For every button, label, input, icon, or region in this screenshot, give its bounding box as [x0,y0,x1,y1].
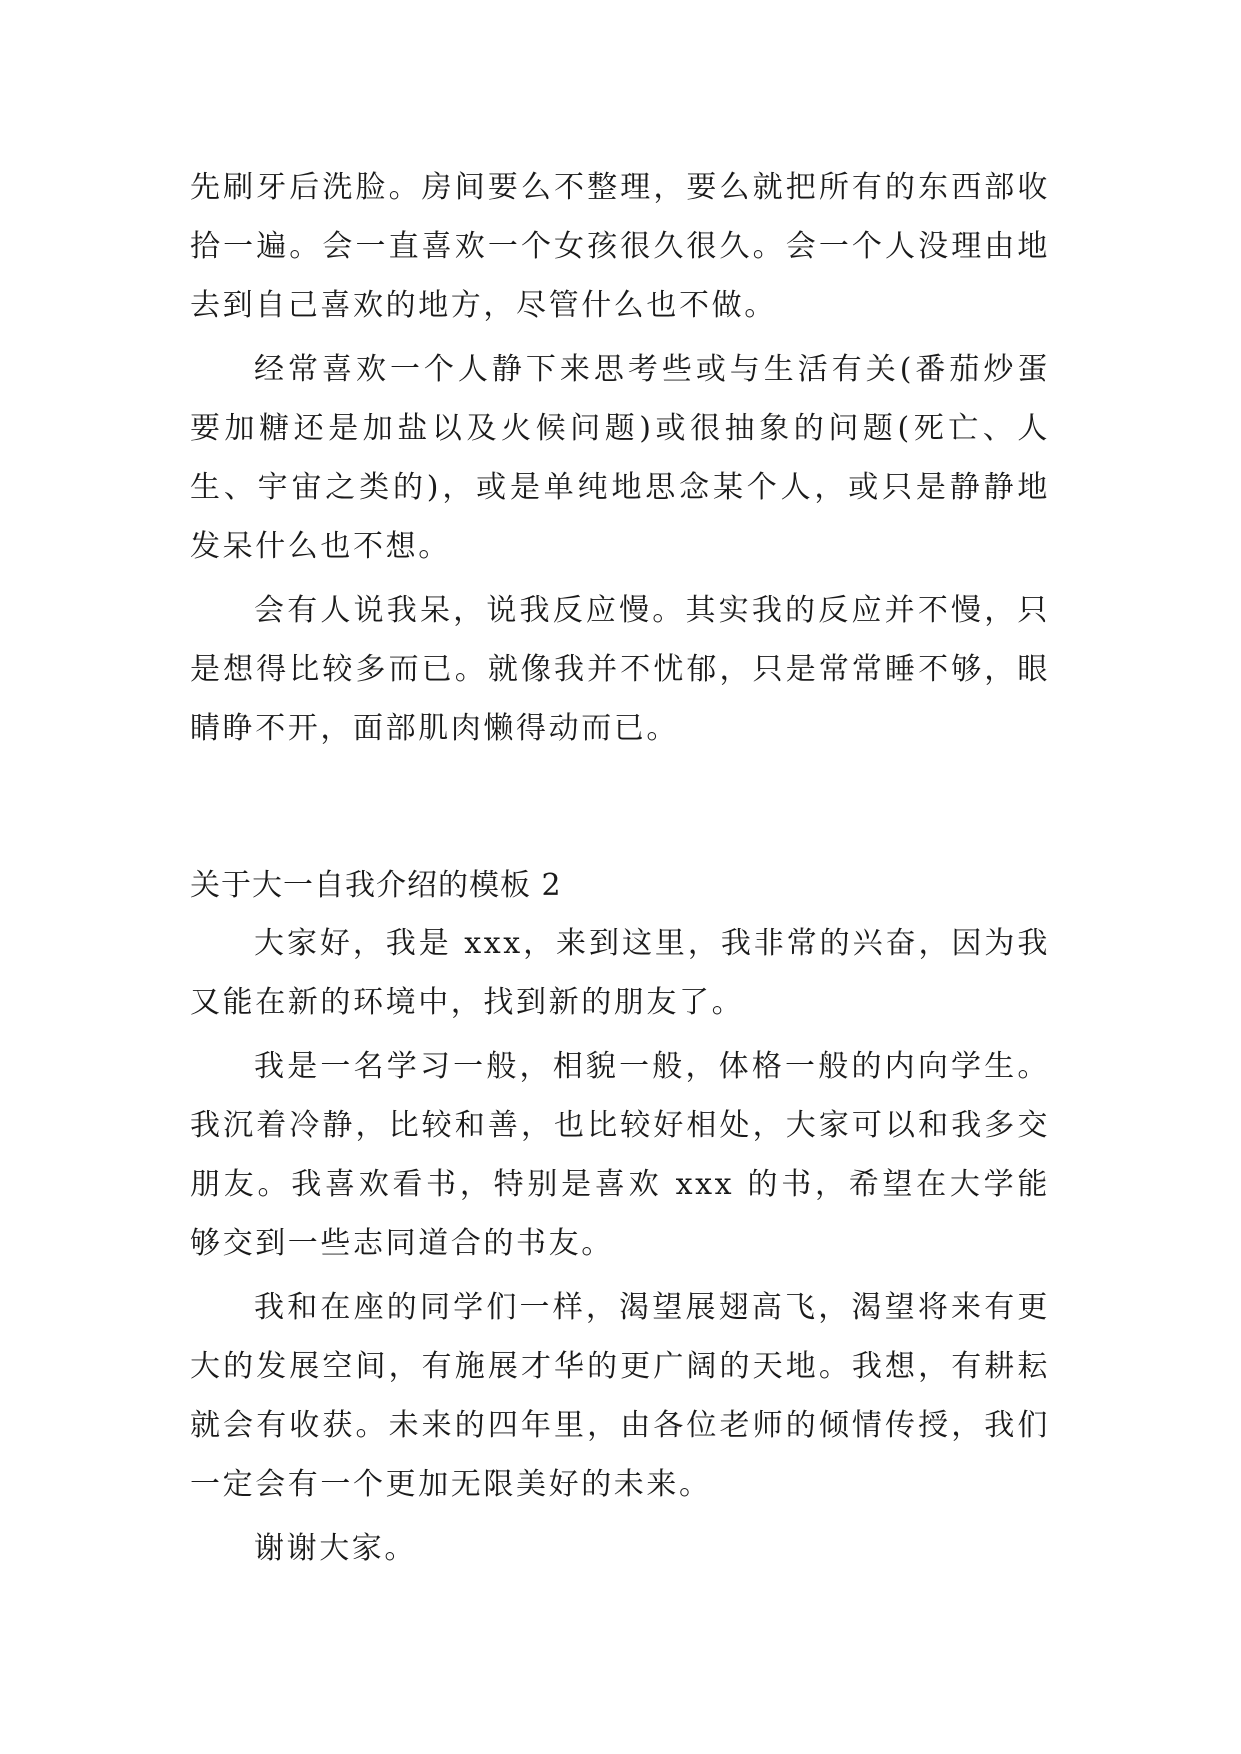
paragraph-self-description: 我是一名学习一般，相貌一般，体格一般的内向学生。我沉着冷静，比较和善，也比较好相处，大家可以和我多交朋友。我喜欢看书，特别是喜欢 xxx 的书，希望在大学能够交到一些志同道合的书友。 [190,1049,1050,1261]
section-heading: 关于大一自我介绍的模板 2 [190,868,562,903]
paragraph-habits: 先刷牙后洗脸。房间要么不整理，要么就把所有的东西部收拾一遍。会一直喜欢一个女孩很久很久。会一个人没理由地去到自己喜欢的地方，尽管什么也不做。 [190,170,1050,323]
paragraph-greeting: 大家好，我是 xxx，来到这里，我非常的兴奋，因为我又能在新的环境中，找到新的朋友了。 [190,926,1050,1020]
section-template-2 [190,858,1050,1583]
paragraph-thanks: 谢谢大家。 [254,1531,417,1566]
paragraph-thinking: 经常喜欢一个人静下来思考些或与生活有关(番茄炒蛋要加糖还是加盐以及火候问题)或很抽象的问题(死亡、人生、宇宙之类的)，或是单纯地思念某个人，或只是静静地发呆什么也不想。 [190,352,1050,564]
paragraph-reaction: 会有人说我呆，说我反应慢。其实我的反应并不慢，只是想得比较多而已。就像我并不忧郁，只是常常睡不够，眼睛睁不开，面部肌肉懒得动而已。 [190,593,1050,746]
section-continuation [190,158,1050,763]
paragraph-aspiration: 我和在座的同学们一样，渴望展翅高飞，渴望将来有更大的发展空间，有施展才华的更广阔的天地。我想，有耕耘就会有收获。未来的四年里，由各位老师的倾情传授，我们一定会有一个更加无限美好的未来。 [190,1290,1050,1502]
